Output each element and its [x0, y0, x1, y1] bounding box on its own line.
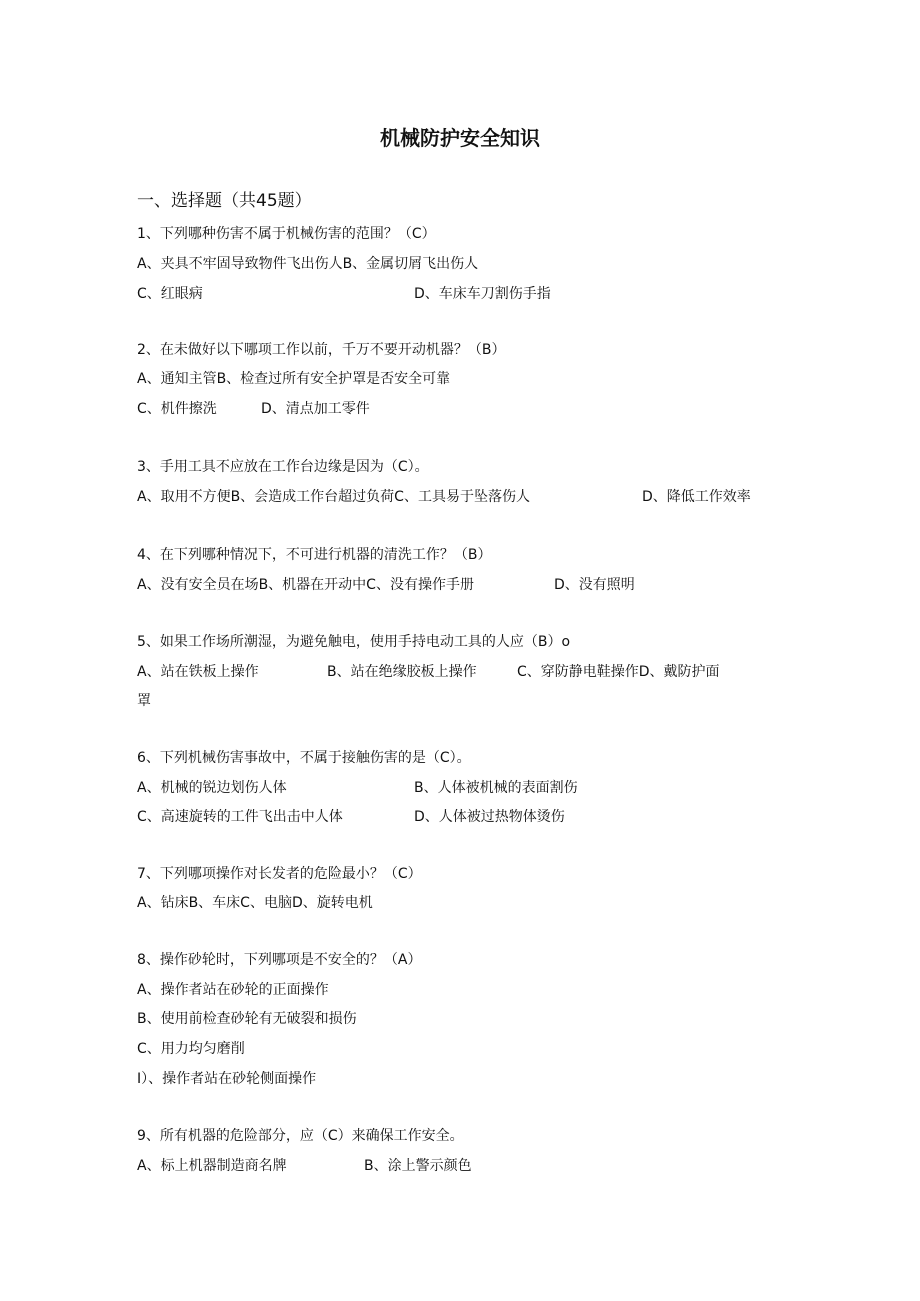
question-stem: 4、在下列哪种情况下，不可进行机器的清洗工作？（B） — [137, 547, 492, 563]
option-text: B、涂上警示颜色 — [364, 1158, 472, 1174]
option-text: D、人体被过热物体烫伤 — [414, 809, 565, 825]
question-stem: 5、如果工作场所潮湿，为避免触电，使用手持电动工具的人应（B）o — [137, 634, 571, 650]
question-stem: 9、所有机器的危险部分，应（C）来确保工作安全。 — [137, 1128, 464, 1144]
question-stem: 8、操作砂轮时，下列哪项是不安全的？（A） — [137, 952, 422, 968]
option-text: I）、操作者站在砂轮侧面操作 — [137, 1071, 317, 1087]
question-stem: 1、下列哪种伤害不属于机械伤害的范围？（C） — [137, 226, 436, 242]
option-text: 罩 — [137, 693, 151, 709]
question-stem: 2、在未做好以下哪项工作以前，千万不要开动机器？（B） — [137, 342, 506, 358]
option-text: A、夹具不牢固导致物件飞出伤人B、金属切屑飞出伤人 — [137, 256, 479, 272]
option-text: D、降低工作效率 — [642, 489, 751, 505]
option-text: D、清点加工零件 — [261, 401, 370, 417]
option-text: D、车床车刀割伤手指 — [414, 286, 551, 302]
option-text: A、机械的锐边划伤人体 — [137, 780, 287, 796]
option-text: A、钻床B、车床C、电脑D、旋转电机 — [137, 895, 373, 911]
option-text: C、红眼病 — [137, 286, 203, 302]
option-text: C、用力均匀磨削 — [137, 1041, 245, 1057]
option-text: A、取用不方便B、会造成工作台超过负荷C、工具易于坠落伤人 — [137, 489, 530, 505]
option-text: C、机件擦洗 — [137, 401, 217, 417]
option-text: A、没有安全员在场B、机器在开动中C、没有操作手册 — [137, 577, 474, 593]
question-stem: 6、下列机械伤害事故中，不属于接触伤害的是（C）。 — [137, 750, 471, 766]
option-text: B、使用前检查砂轮有无破裂和损伤 — [137, 1011, 357, 1027]
question-stem: 7、下列哪项操作对长发者的危险最小？（C） — [137, 866, 422, 882]
option-text: C、高速旋转的工件飞出击中人体 — [137, 809, 343, 825]
section-heading: 一、选择题（共45题） — [137, 191, 312, 211]
page-title: 机械防护安全知识 — [380, 126, 540, 150]
option-text: A、标上机器制造商名牌 — [137, 1158, 287, 1174]
option-text: D、没有照明 — [554, 577, 635, 593]
question-stem: 3、手用工具不应放在工作台边缘是因为（C）。 — [137, 459, 429, 475]
option-text: B、人体被机械的表面割伤 — [414, 780, 578, 796]
option-text: A、站在铁板上操作 — [137, 664, 259, 680]
option-text: B、站在绝缘胶板上操作 — [327, 664, 477, 680]
option-text: A、操作者站在砂轮的正面操作 — [137, 982, 329, 998]
option-text: A、通知主管B、检查过所有安全护罩是否安全可靠 — [137, 371, 451, 387]
option-text: C、穿防静电鞋操作D、戴防护面 — [517, 664, 720, 680]
